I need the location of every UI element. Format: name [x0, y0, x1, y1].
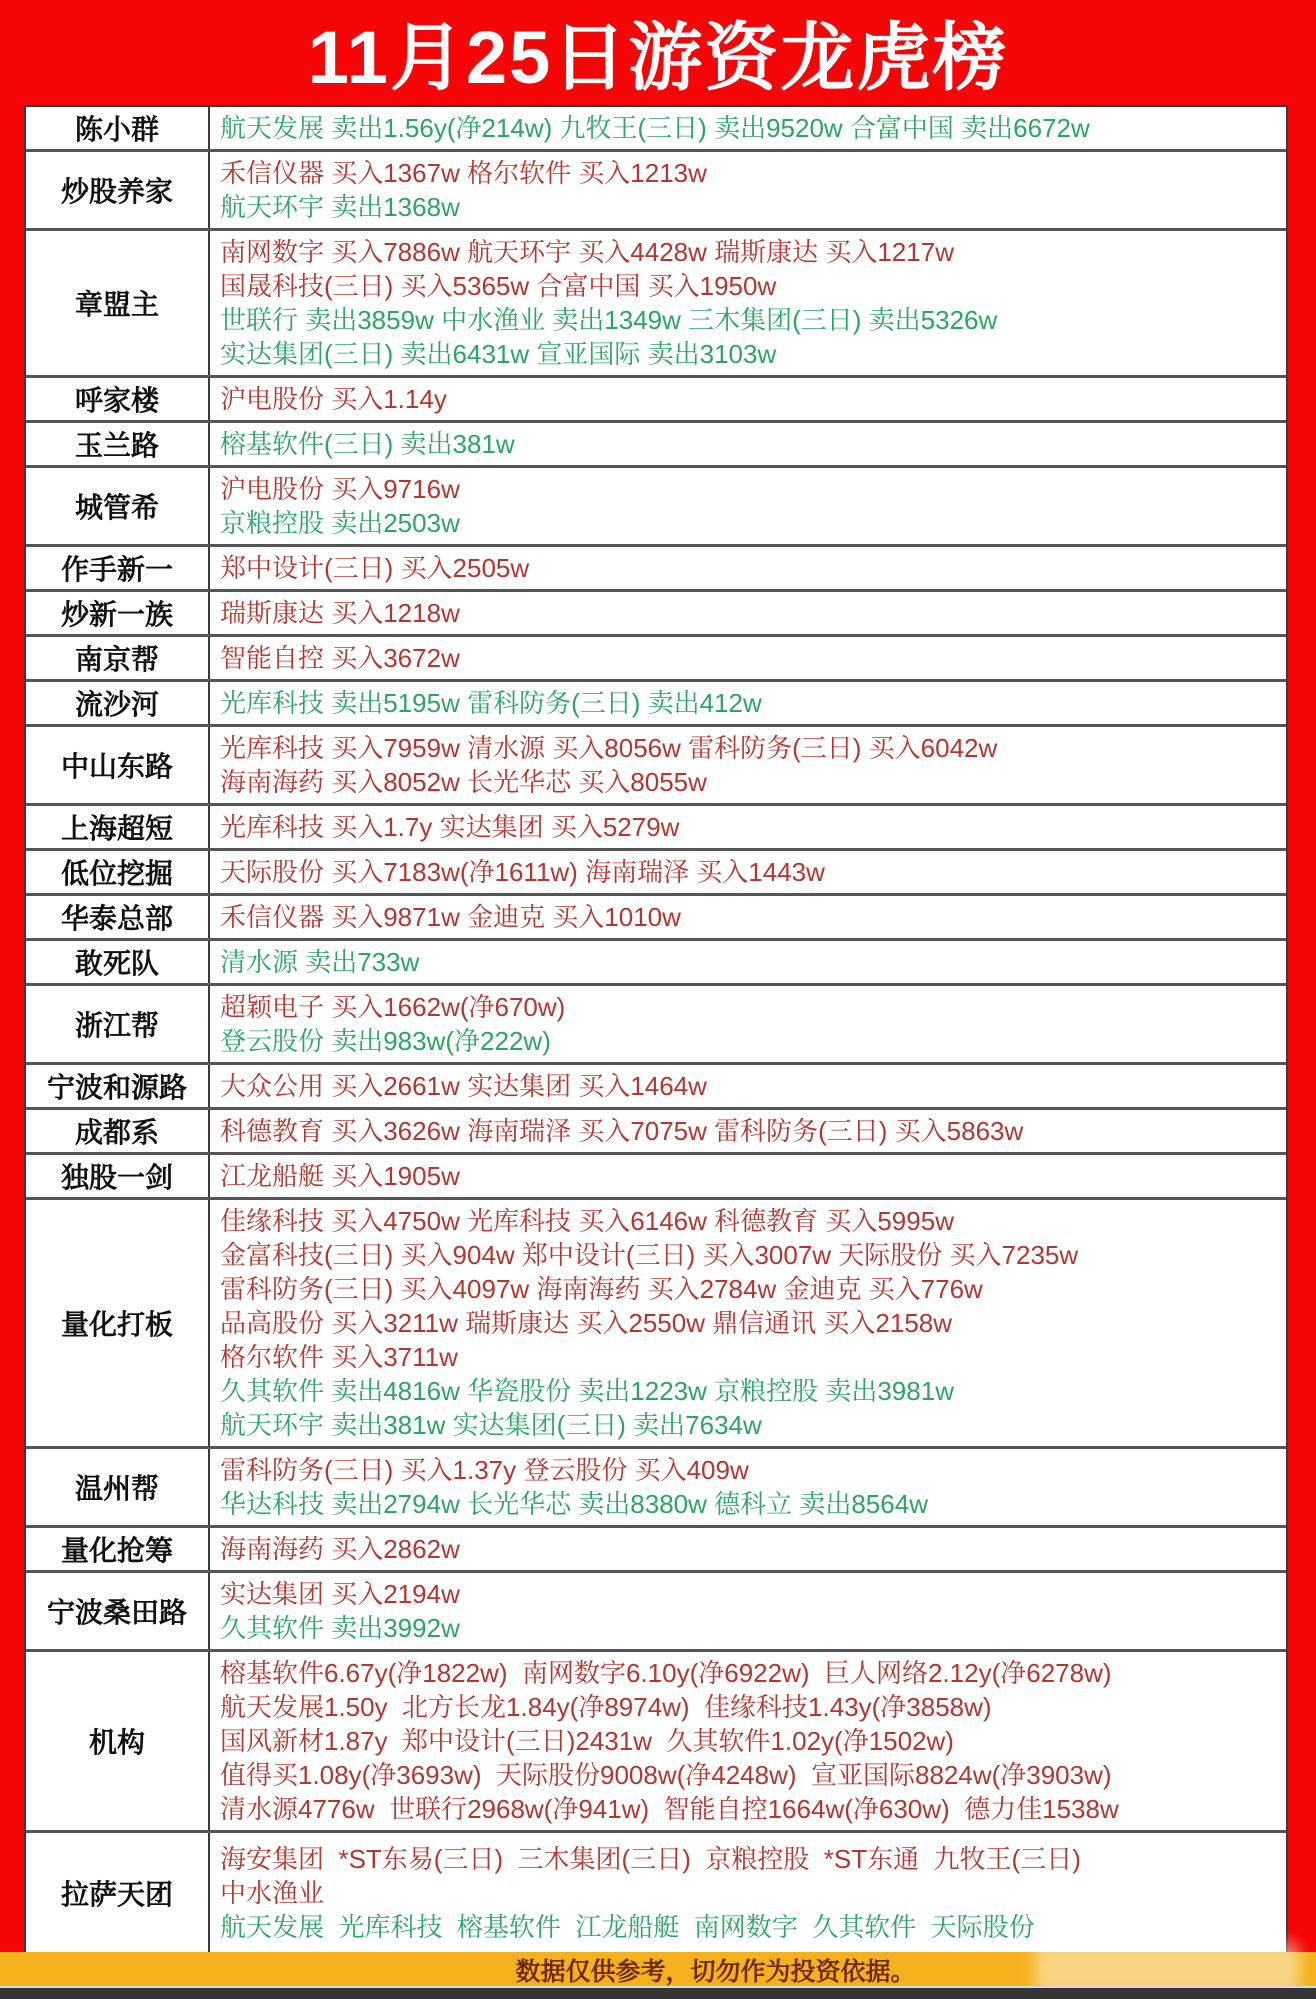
- trader-name: 机构: [26, 1652, 210, 1830]
- buy-line: 江龙船艇 买入1905w: [220, 1161, 460, 1191]
- trade-lines: [210, 1155, 1286, 1197]
- table-row: [26, 1528, 1286, 1573]
- sell-line: 久其软件 卖出3992w: [220, 1613, 460, 1643]
- table-row: [26, 152, 1286, 231]
- trader-name: 低位挖掘: [26, 851, 210, 893]
- sell-line: 光库科技 卖出5195w 雷科防务(三日) 卖出412w: [220, 688, 762, 718]
- table-row: [26, 851, 1286, 896]
- trade-lines: [210, 1110, 1286, 1152]
- trade-lines: [210, 1573, 1286, 1649]
- buy-line: 郑中设计(三日) 买入2505w: [220, 553, 530, 583]
- trader-name: 流沙河: [26, 682, 210, 724]
- trade-lines: [210, 896, 1286, 938]
- sell-line: 航天发展 光库科技 榕基软件 江龙船艇 南网数字 久其软件 天际股份: [220, 1912, 1035, 1942]
- sell-line: 世联行 卖出3859w 中水渔业 卖出1349w 三木集团(三日) 卖出5326w: [220, 305, 998, 335]
- buy-line: 沪电股份 买入1.14y: [220, 384, 447, 414]
- trader-name: 浙江帮: [26, 986, 210, 1062]
- table-row: [26, 1833, 1286, 1953]
- buy-line: 雷科防务(三日) 买入4097w 海南海药 买入2784w 金迪克 买入776w: [220, 1274, 983, 1304]
- trader-name: 温州帮: [26, 1449, 210, 1525]
- bottom-bar: [0, 1986, 1316, 1999]
- trader-name: 呼家楼: [26, 378, 210, 420]
- buy-line: 海安集团 *ST东易(三日) 三木集团(三日) 京粮控股 *ST东通 九牧王(三日): [220, 1844, 1081, 1874]
- table-row: [26, 1110, 1286, 1155]
- table-row: [26, 1573, 1286, 1652]
- table-row: [26, 468, 1286, 547]
- trade-lines: [210, 637, 1286, 679]
- trade-lines: [210, 1528, 1286, 1570]
- disclaimer-bar: [0, 1952, 1316, 1988]
- buy-line: 品高股份 买入3211w 瑞斯康达 买入2550w 鼎信通讯 买入2158w: [220, 1308, 953, 1338]
- page-title: 11月25日游资龙虎榜: [307, 15, 1009, 99]
- trader-name: 拉萨天团: [26, 1833, 210, 1953]
- table-row: [26, 1065, 1286, 1110]
- trader-name: 量化打板: [26, 1200, 210, 1446]
- trader-name: 量化抢筹: [26, 1528, 210, 1570]
- trade-lines: [210, 592, 1286, 634]
- buy-line: 清水源4776w 世联行2968w(净941w) 智能自控1664w(净630w) 德力佳1538w: [220, 1794, 1119, 1824]
- trader-name: 成都系: [26, 1110, 210, 1152]
- trader-name: 上海超短: [26, 806, 210, 848]
- trade-lines: [210, 727, 1286, 803]
- trade-lines: [210, 806, 1286, 848]
- trader-name: 玉兰路: [26, 423, 210, 465]
- buy-line: 实达集团 买入2194w: [220, 1579, 460, 1609]
- trade-lines: [210, 1833, 1286, 1953]
- trade-lines: [210, 1065, 1286, 1107]
- trader-name: 宁波和源路: [26, 1065, 210, 1107]
- trade-lines: [210, 1449, 1286, 1525]
- table-row: [26, 592, 1286, 637]
- buy-line: 国晟科技(三日) 买入5365w 合富中国 买入1950w: [220, 271, 777, 301]
- table-row: [26, 1200, 1286, 1449]
- trader-name: 炒新一族: [26, 592, 210, 634]
- buy-line: 海南海药 买入8052w 长光华芯 买入8055w: [220, 767, 707, 797]
- trader-name: 华泰总部: [26, 896, 210, 938]
- trader-name: 敢死队: [26, 941, 210, 983]
- trade-lines: [210, 851, 1286, 893]
- trader-name: 南京帮: [26, 637, 210, 679]
- buy-line: 天际股份 买入7183w(净1611w) 海南瑞泽 买入1443w: [220, 857, 825, 887]
- table-row: [26, 1652, 1286, 1833]
- sell-line: 榕基软件(三日) 卖出381w: [220, 429, 515, 459]
- sell-line: 航天环宇 卖出381w 实达集团(三日) 卖出7634w: [220, 1410, 762, 1440]
- trader-name: 炒股养家: [26, 152, 210, 228]
- trade-lines: [210, 423, 1286, 465]
- trader-name: 章盟主: [26, 231, 210, 375]
- disclaimer-text: 数据仅供参考，切勿作为投资依据。: [515, 1958, 916, 1986]
- table-row: [26, 547, 1286, 592]
- buy-line: 光库科技 买入1.7y 实达集团 买入5279w: [220, 812, 680, 842]
- trader-name: 城管希: [26, 468, 210, 544]
- table-row: [26, 423, 1286, 468]
- table-row: [26, 896, 1286, 941]
- buy-line: 南网数字 买入7886w 航天环宇 买入4428w 瑞斯康达 买入1217w: [220, 237, 954, 267]
- table-row: [26, 107, 1286, 152]
- buy-line: 海南海药 买入2862w: [220, 1534, 460, 1564]
- trader-name: 陈小群: [26, 107, 210, 149]
- table-row: [26, 727, 1286, 806]
- table-row: [26, 231, 1286, 378]
- trader-name: 作手新一: [26, 547, 210, 589]
- trade-lines: [210, 1200, 1286, 1446]
- buy-line: 大众公用 买入2661w 实达集团 买入1464w: [220, 1071, 707, 1101]
- sell-line: 华达科技 卖出2794w 长光华芯 卖出8380w 德科立 卖出8564w: [220, 1489, 928, 1519]
- trade-lines: [210, 547, 1286, 589]
- table-row: [26, 682, 1286, 727]
- sell-line: 实达集团(三日) 卖出6431w 宣亚国际 卖出3103w: [220, 339, 777, 369]
- buy-line: 榕基软件6.67y(净1822w) 南网数字6.10y(净6922w) 巨人网络2.12y(净6278w): [220, 1658, 1112, 1688]
- buy-line: 禾信仪器 买入9871w 金迪克 买入1010w: [220, 902, 681, 932]
- trade-lines: [210, 231, 1286, 375]
- trade-lines: [210, 468, 1286, 544]
- trade-lines: [210, 378, 1286, 420]
- buy-line: 瑞斯康达 买入1218w: [220, 598, 460, 628]
- table-row: [26, 806, 1286, 851]
- buy-line: 中水渔业: [220, 1878, 325, 1908]
- buy-line: 佳缘科技 买入4750w 光库科技 买入6146w 科德教育 买入5995w: [220, 1206, 954, 1236]
- table-row: [26, 986, 1286, 1065]
- trade-lines: [210, 1652, 1286, 1830]
- table-row: [26, 1449, 1286, 1528]
- table-row: [26, 1155, 1286, 1200]
- sell-line: 登云股份 卖出983w(净222w): [220, 1026, 551, 1056]
- trader-name: 独股一剑: [26, 1155, 210, 1197]
- sell-line: 久其软件 卖出4816w 华瓷股份 卖出1223w 京粮控股 卖出3981w: [220, 1376, 954, 1406]
- buy-line: 沪电股份 买入9716w: [220, 474, 460, 504]
- buy-line: 国风新材1.87y 郑中设计(三日)2431w 久其软件1.02y(净1502w): [220, 1726, 954, 1756]
- buy-line: 超颖电子 买入1662w(净670w): [220, 992, 566, 1022]
- buy-line: 航天发展1.50y 北方长龙1.84y(净8974w) 佳缘科技1.43y(净3858w): [220, 1692, 992, 1722]
- sell-line: 航天环宇 卖出1368w: [220, 192, 460, 222]
- trader-name: 宁波桑田路: [26, 1573, 210, 1649]
- sell-line: 清水源 卖出733w: [220, 947, 420, 977]
- sell-line: 航天发展 卖出1.56y(净214w) 九牧王(三日) 卖出9520w 合富中国 卖出6672w: [220, 113, 1090, 143]
- buy-line: 格尔软件 买入3711w: [220, 1342, 458, 1372]
- buy-line: 雷科防务(三日) 买入1.37y 登云股份 买入409w: [220, 1455, 749, 1485]
- buy-line: 光库科技 买入7959w 清水源 买入8056w 雷科防务(三日) 买入6042w: [220, 733, 998, 763]
- trade-lines: [210, 107, 1286, 149]
- buy-line: 智能自控 买入3672w: [220, 643, 460, 673]
- trade-lines: [210, 682, 1286, 724]
- lhb-table: [24, 105, 1288, 1955]
- table-row: [26, 941, 1286, 986]
- buy-line: 科德教育 买入3626w 海南瑞泽 买入7075w 雷科防务(三日) 买入5863w: [220, 1116, 1024, 1146]
- sell-line: 京粮控股 卖出2503w: [220, 508, 460, 538]
- buy-line: 值得买1.08y(净3693w) 天际股份9008w(净4248w) 宣亚国际8824w(净3903w): [220, 1760, 1112, 1790]
- trade-lines: [210, 941, 1286, 983]
- trader-name: 中山东路: [26, 727, 210, 803]
- table-row: [26, 637, 1286, 682]
- buy-line: 禾信仪器 买入1367w 格尔软件 买入1213w: [220, 158, 707, 188]
- buy-line: 金富科技(三日) 买入904w 郑中设计(三日) 买入3007w 天际股份 买入7235w: [220, 1240, 1079, 1270]
- trade-lines: [210, 986, 1286, 1062]
- table-row: [26, 378, 1286, 423]
- trade-lines: [210, 152, 1286, 228]
